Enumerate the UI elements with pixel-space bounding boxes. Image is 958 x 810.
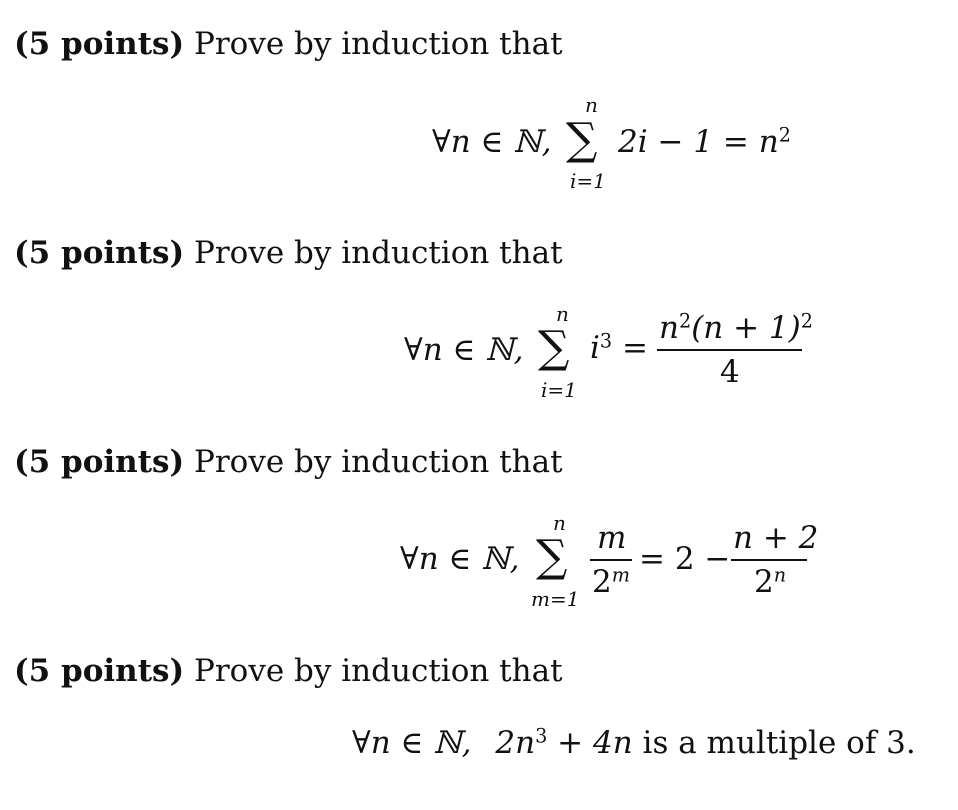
problem-1-sum-upper: n [585,93,598,117]
problem-1-rhs: n [758,124,779,160]
problem-1-heading [14,26,563,62]
problem-3-lhs-denominator-base: 2 [592,564,612,600]
problem-2-numerator-a: n [659,310,679,346]
problem-3-sum-lower: m=1 [531,587,580,611]
problem-4-instruction: Prove by induction that [194,653,563,689]
problem-3-lhs-denominator [592,564,630,600]
problem-2-sum-upper: n [556,302,569,326]
problem-2-lhs-base: i [590,330,600,366]
problem-2-sum-lower: i=1 [541,378,577,402]
problem-3-points: (5 points) [14,444,185,480]
problem-4-heading [14,653,563,689]
problem-2-fraction-bar [657,349,802,351]
problem-2-numerator-b-exp: 2 [800,309,813,333]
problem-3-sum-upper: n [553,511,566,535]
problem-4-expr-rest: + 4n [547,725,633,761]
problem-3-rhs-denominator-exp: n [773,563,787,587]
problem-2-instruction: Prove by induction that [194,235,563,271]
problem-1-sum-lower: i=1 [570,169,606,193]
problem-2-numerator [659,310,813,346]
problem-3-lhs-denominator-exp: m [611,563,630,587]
problem-1-rhs-exp: 2 [778,123,791,147]
problem-2-quantifier: ∀n ∈ ℕ, [404,332,524,368]
problem-1-instruction: Prove by induction that [194,26,563,62]
problem-3-heading [14,444,563,480]
problem-4-tail: is a multiple of 3. [632,725,916,761]
problem-1-lhs-term: 2i − 1 [618,124,714,160]
problem-3-rhs-denominator-base: 2 [754,564,774,600]
problem-1-points: (5 points) [14,26,185,62]
problem-3-lhs-fraction-bar [590,559,632,561]
problem-2-sigma: ∑ [538,322,570,373]
problem-3-equals: = 2 − [639,541,731,577]
problem-3-quantifier: ∀n ∈ ℕ, [400,541,520,577]
problem-4-expr-a: 2n [495,725,536,761]
problem-2-numerator-b: (n + 1) [691,310,801,346]
problem-3-rhs-denominator [754,564,786,600]
problem-1-lhs [618,124,791,160]
problem-1-quantifier: ∀n ∈ ℕ, [432,124,552,160]
problem-4-quantifier: ∀n ∈ ℕ, [352,725,472,761]
problem-4-equation [352,725,916,761]
problem-3-rhs-numerator: n + 2 [733,520,819,556]
problem-3-instruction: Prove by induction that [194,444,563,480]
problem-1-equals: = [722,124,749,160]
problem-3-lhs-numerator: m [597,520,627,556]
problem-2-points: (5 points) [14,235,185,271]
problem-3-sigma: ∑ [536,531,568,582]
problem-4-expr-a-exp: 3 [535,724,548,748]
problem-2-denominator: 4 [720,354,740,390]
problem-2-lhs [590,330,648,366]
problem-4-points: (5 points) [14,653,185,689]
problem-2-heading [14,235,563,271]
problem-2-numerator-a-exp: 2 [678,309,692,333]
problem-2-lhs-exp: 3 [599,329,613,353]
problem-3-rhs-fraction-bar [731,559,807,561]
problem-2-equals: = [622,330,648,366]
problem-1-sigma: ∑ [566,114,598,165]
